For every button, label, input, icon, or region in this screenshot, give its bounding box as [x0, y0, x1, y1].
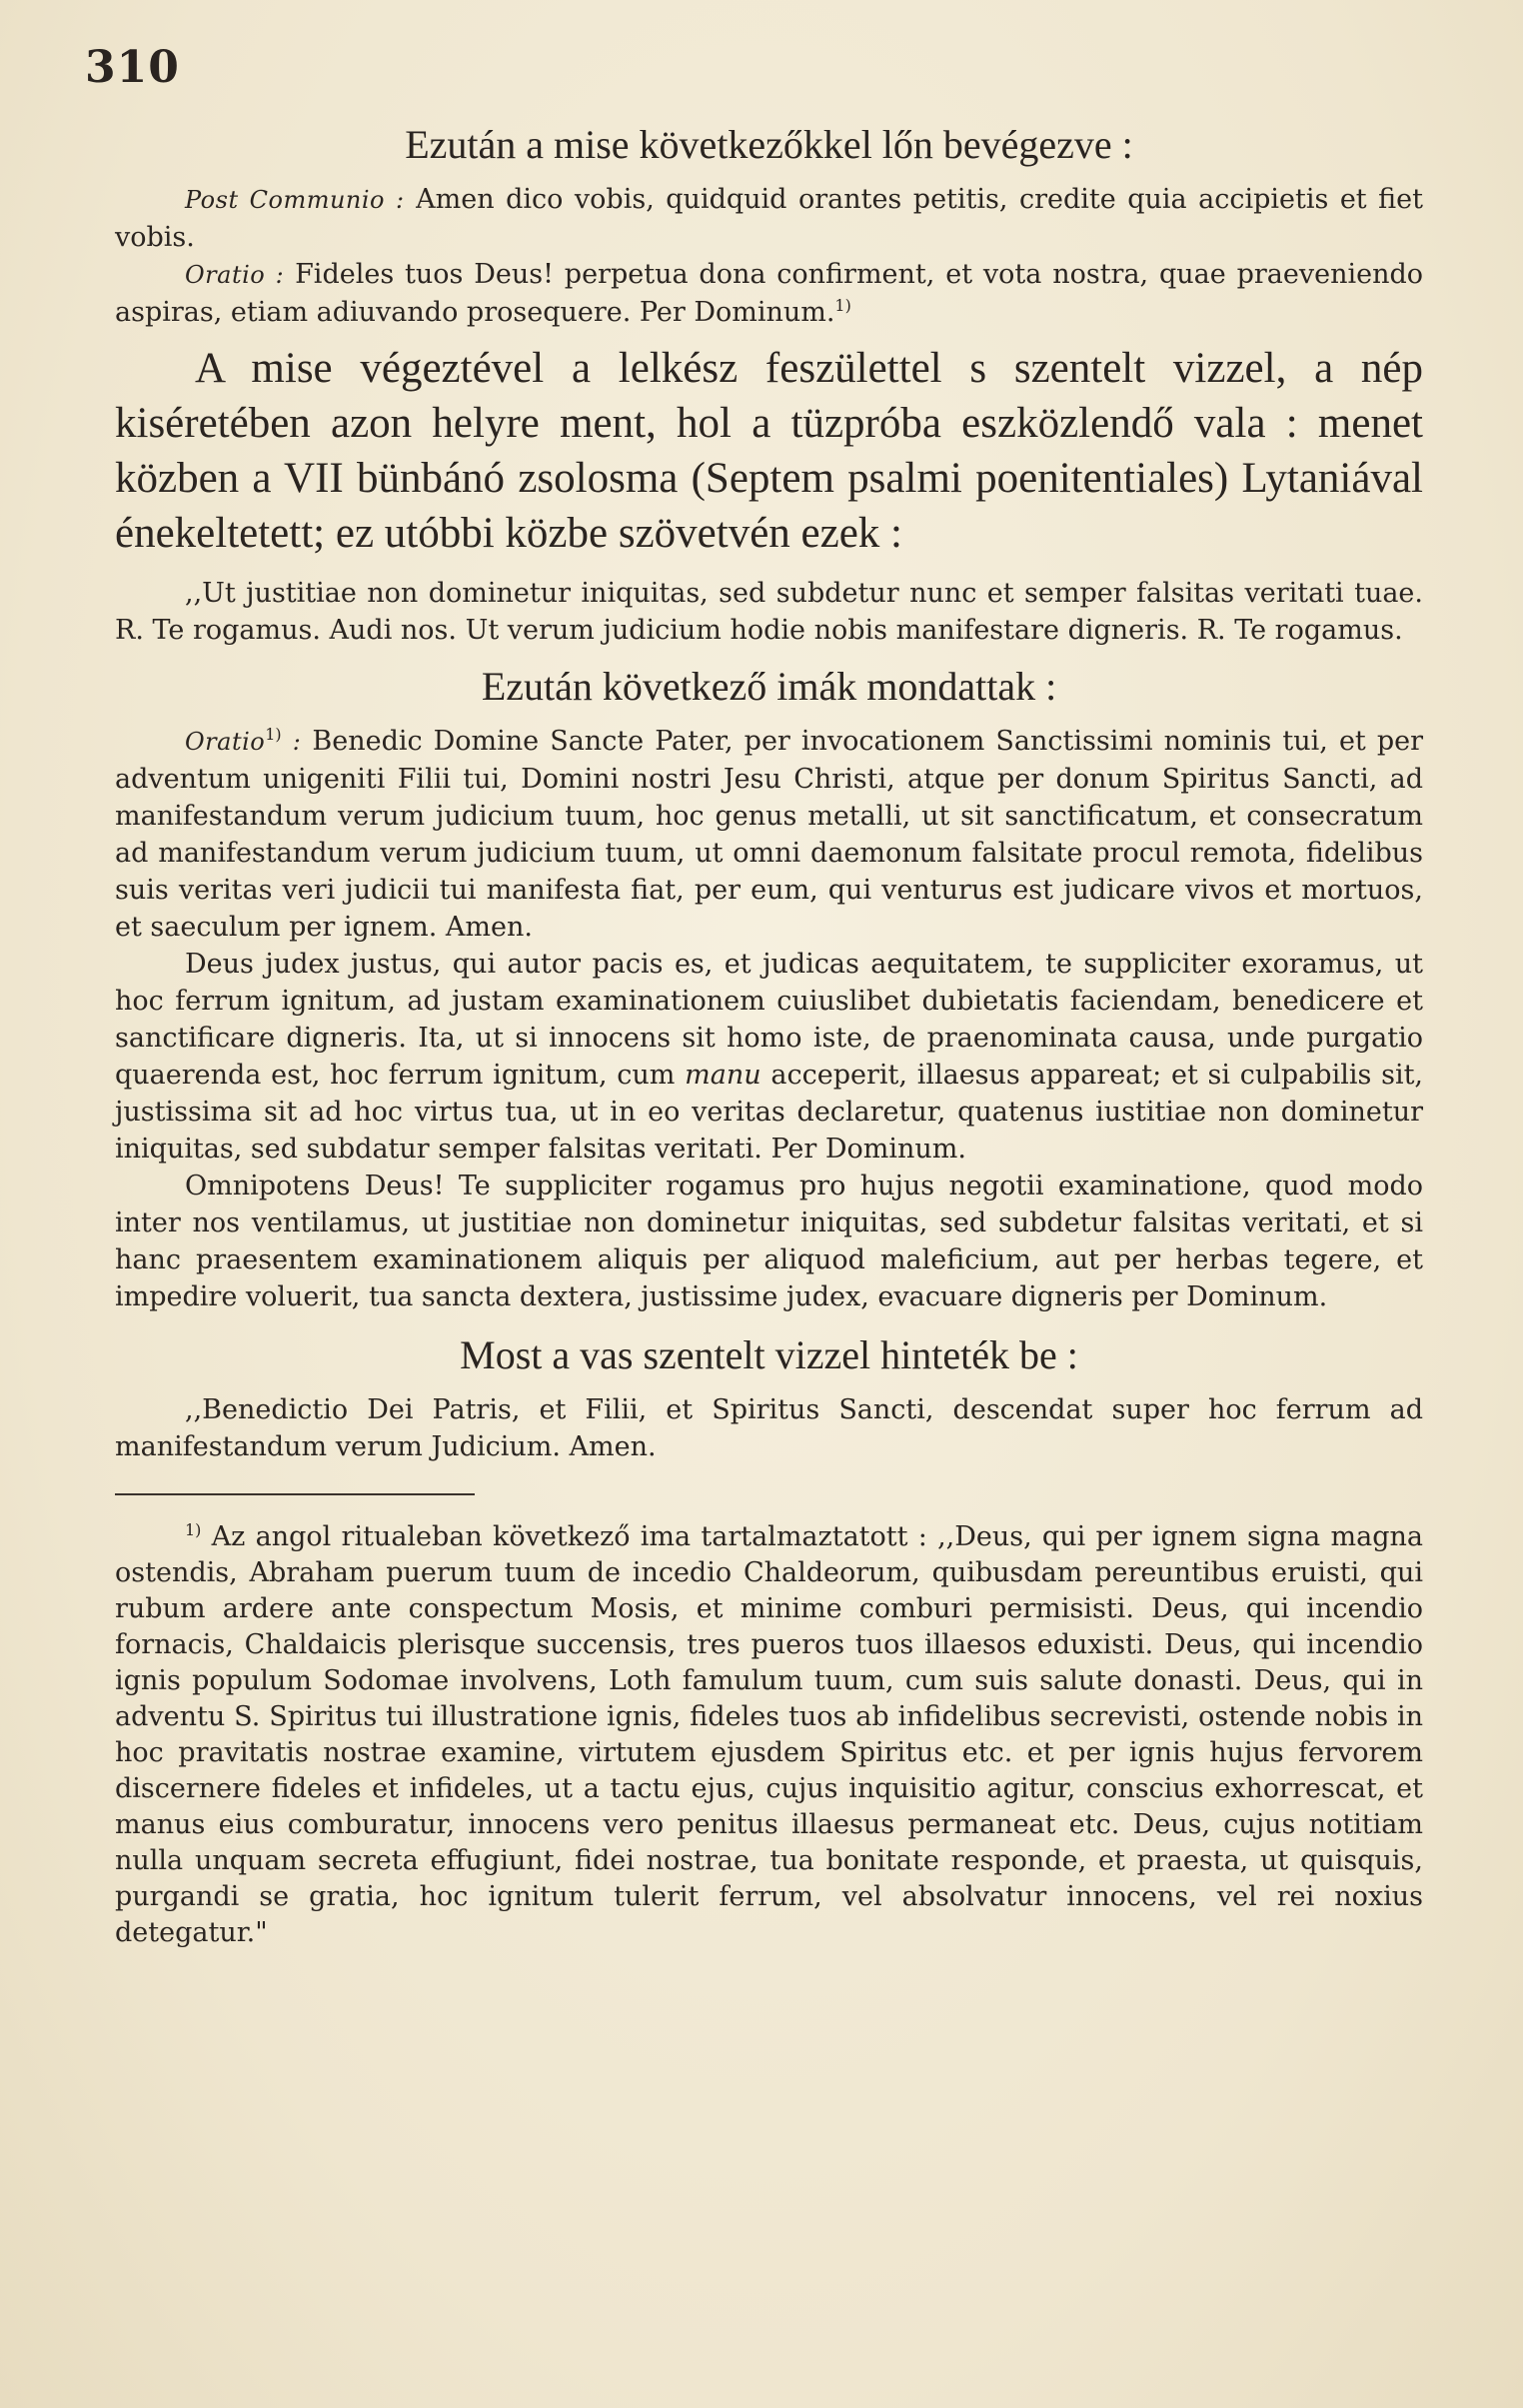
post-communio-text: Amen dico vobis, quidquid orantes petitis, credite quia accipietis et fiet vobis.: [115, 184, 1423, 253]
oratio-paragraph: [115, 256, 1423, 331]
litany-paragraph: ,,Ut justitiae non dominetur iniquitas, sed subdetur nunc et semper falsitas veritati tuae. R. Te rogamus. Audi nos. Ut verum judicium hodie nobis manifestare digneris. R. Te rogamus.: [115, 578, 1423, 646]
deus-judex-paragraph: [115, 946, 1423, 1168]
oratio-benedic-text: Benedic Domine Sancte Pater, per invocationem Sanctissimi nominis tui, et per adventum unigeniti Filii tui, Domini nostri Jesu Christi, atque per donum Spiritus Sancti, ad manifestandum verum judicium tuum, hoc genus metalli, ut sit sanctificatum, et consecratum ad manifestandum verum judicium tuum, ut omni daemonum falsitate procul remota, fidelibus suis veritas veri judicii tui manifesta fiat, per eum, qui venturus est judicare vivos et mortuos, et saeculum per ignem. Amen.: [115, 726, 1423, 943]
oratio-label: Oratio :: [185, 261, 285, 289]
deus-judex-text-end: acceperit, illaesus appareat; et si culpabilis sit, justissima sit ad hoc virtus tua, ut in eo veritas declaretur, quatenus iustitiae non dominetur iniquitas, sed subdatur semper falsitas veritati. Per Dominum.: [115, 1060, 1424, 1165]
deus-judex-italic-word: manu: [685, 1060, 762, 1091]
oratio-text: Fideles tuos Deus! perpetua dona confirment, et vota nostra, quae praeveniendo aspiras, etiam adiuvando prosequere. Per Dominum.: [115, 259, 1423, 328]
section-heading-prayers: Ezután következő imák mondattak :: [481, 664, 1057, 709]
footnote: [115, 1519, 1423, 1951]
footnote-text: Az angol ritualeban következő ima tartalmaztatott : ,,Deus, qui per ignem signa magna ostendis, Abraham puerum tuum de incedio Chaldeorum, quibusdam pereuntibus eruisti, qui rubum ardere ante conspectum Mosis, et minime comburi permisisti. Deus, qui incendio fornacis, Chaldaicis plerisque succensis, tres pueros tuos illaesos eduxisti. Deus, qui incendio ignis populum Sodomae involvens, Loth famulum tuum, cum suis salute donasti. Deus, qui in adventu S. Spiritus tui illustratione ignis, fideles tuos ab infidelibus secrevisti, ostende nobis in hoc pravitatis nostrae examine, virtutem ejusdem Spiritus etc. et per ignis hujus fervorem discernere fideles et infideles, ut a tactu ejus, cujus inquisitio agitur, conscius exhorrescat, et manus eius comburatur, innocens vero penitus illaesus permaneat etc. Deus, cujus notitiam nulla unquam secreta effugiunt, fidei nostrae, tua bonitate responde, et praesta, ut quisquis, purgandi se gratia, hoc ignitum tulerit ferrum, vel absolvatur innocens, vel rei noxius detegatur.": [115, 1521, 1423, 1948]
footnote-divider: [115, 1493, 475, 1495]
page-number: 310: [85, 42, 180, 93]
section-heading-sprinkling: Most a vas szentelt vizzel hinteték be :: [460, 1332, 1078, 1377]
post-communio-label: Post Communio :: [185, 186, 405, 214]
oratio-benedic-paragraph: [115, 723, 1423, 946]
footnote-reference: 1): [265, 725, 282, 744]
footnote-reference: 1): [834, 296, 851, 315]
section-heading-mass-end: Ezután a mise következőkkel lőn bevégezve :: [405, 122, 1133, 167]
procession-paragraph: A mise végeztével a lelkész feszülettel s szentelt vizzel, a nép kiséretében azon helyre ment, hol a tüzpróba eszközlendő vala : menet közben a VII bünbánó zsolosma (Septem psalmi poenitentiales) Lytaniával énekeltetett; ez utóbbi közbe szövetvén ezek :: [115, 345, 1423, 557]
deus-judex-text-start: Deus judex justus, qui autor pacis es, et judicas aequitatem, te suppliciter exoramus, ut hoc ferrum ignitum, ad justam examinationem cuiuslibet dubietatis faciendam, benedicere et sanctificare digneris. Ita, ut si innocens sit homo iste, de praenominata causa, unde purgatio quaerenda est, hoc ferrum ignitum, cum: [115, 949, 1423, 1091]
footnote-marker: 1): [185, 1520, 202, 1539]
benedictio-paragraph: ,,Benedictio Dei Patris, et Filii, et Spiritus Sancti, descendat super hoc ferrum ad manifestandum verum Judicium. Amen.: [115, 1394, 1423, 1462]
omnipotens-paragraph: Omnipotens Deus! Te suppliciter rogamus pro hujus negotii examinatione, quod modo inter nos ventilamus, ut justitiae non dominetur iniquitas, sed subdetur falsitas veritati, et si hanc praesentem examinationem aliquis per aliquod maleficium, aut per herbas tegere, et impedire voluerit, tua sancta dextera, justissime judex, evacuare digneris per Dominum.: [115, 1171, 1423, 1312]
post-communio-paragraph: [115, 181, 1423, 256]
oratio-benedic-label: Oratio: [185, 728, 266, 756]
oratio-benedic-colon: :: [292, 728, 302, 756]
